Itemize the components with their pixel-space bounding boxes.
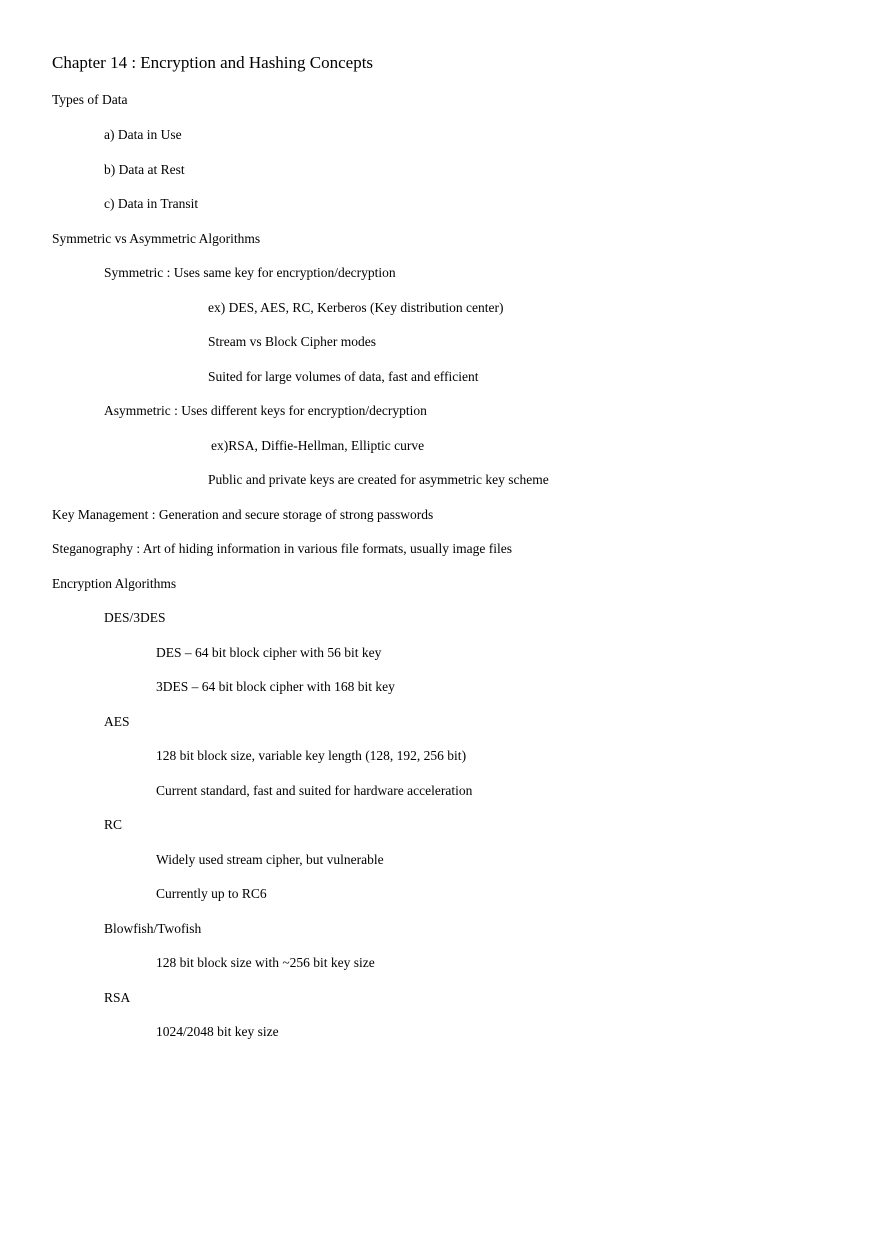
asymmetric-definition: Asymmetric : Uses different keys for encryption/decryption [104,403,427,418]
section-heading-symmetric-vs-asymmetric: Symmetric vs Asymmetric Algorithms [52,231,261,246]
asymmetric-key-scheme: Public and private keys are created for asymmetric key scheme [208,472,549,487]
chapter-title: Chapter 14 : Encryption and Hashing Concepts [52,53,374,72]
list-item-data-at-rest: b) Data at Rest [104,162,185,177]
algorithm-heading-des-3des: DES/3DES [104,610,166,625]
rc-usage-detail: Widely used stream cipher, but vulnerable [156,852,384,867]
algorithm-heading-rsa: RSA [104,990,131,1005]
symmetric-definition: Symmetric : Uses same key for encryption/decryption [104,265,396,280]
steganography-line: Steganography : Art of hiding information in various file formats, usually image files [52,541,513,556]
asymmetric-examples: ex)RSA, Diffie-Hellman, Elliptic curve [211,438,425,453]
symmetric-suitability: Suited for large volumes of data, fast and efficient [208,369,479,384]
blowfish-twofish-detail: 128 bit block size with ~256 bit key size [156,955,375,970]
rsa-key-size-detail: 1024/2048 bit key size [156,1024,279,1039]
section-heading-types-of-data: Types of Data [52,92,128,107]
section-heading-encryption-algorithms: Encryption Algorithms [52,576,177,591]
aes-standard-detail: Current standard, fast and suited for hardware acceleration [156,783,473,798]
list-item-data-in-use: a) Data in Use [104,127,182,142]
algorithm-heading-blowfish-twofish: Blowfish/Twofish [104,921,202,936]
list-item-data-in-transit: c) Data in Transit [104,196,199,211]
des-detail: DES – 64 bit block cipher with 56 bit key [156,645,382,660]
rc-version-detail: Currently up to RC6 [156,886,267,901]
key-management-line: Key Management : Generation and secure storage of strong passwords [52,507,434,522]
algorithm-heading-aes: AES [104,714,130,729]
symmetric-cipher-modes: Stream vs Block Cipher modes [208,334,376,349]
symmetric-examples: ex) DES, AES, RC, Kerberos (Key distribution center) [208,300,504,315]
algorithm-heading-rc: RC [104,817,123,832]
aes-block-size-detail: 128 bit block size, variable key length (128, 192, 256 bit) [156,748,467,763]
3des-detail: 3DES – 64 bit block cipher with 168 bit key [156,679,395,694]
